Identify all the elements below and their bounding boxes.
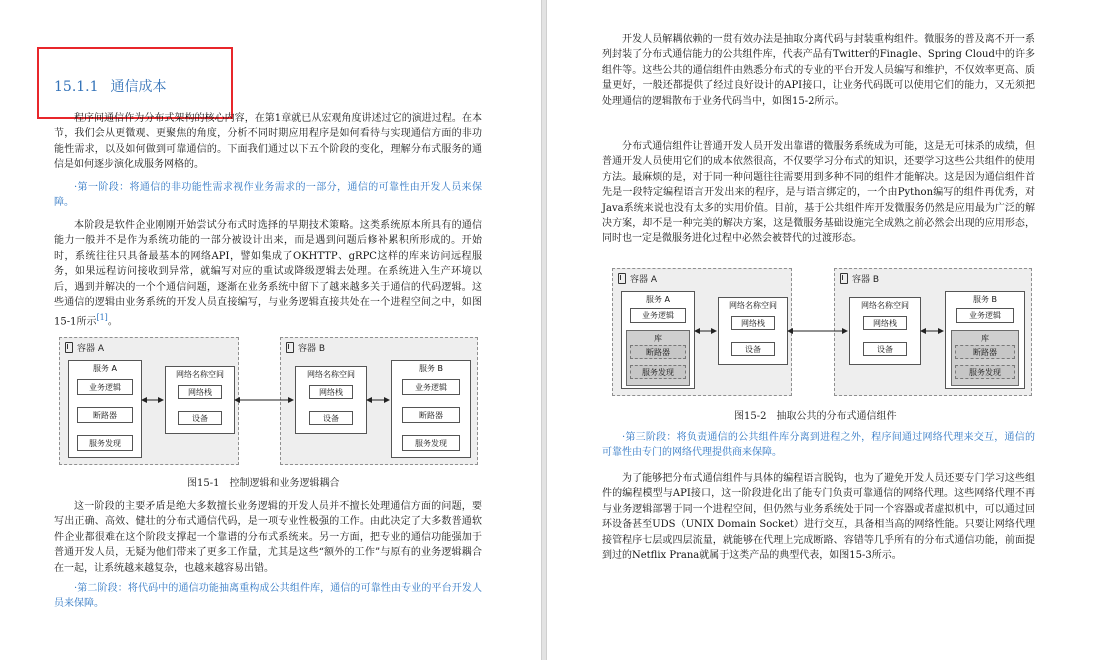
- net-namespace-b-label: 网络名称空间: [307, 370, 355, 379]
- figure-15-2-arrows: [612, 268, 1032, 396]
- left-page: [0, 0, 542, 660]
- section-title: 通信成本: [110, 79, 167, 95]
- net-stack-b: 网络栈: [309, 385, 353, 399]
- container-a-label: 容器 A: [77, 344, 105, 354]
- circuit-breaker-a: 断路器: [77, 407, 133, 423]
- net-stack-a-2: 网络栈: [731, 316, 775, 330]
- container-a-2-label: 容器 A: [630, 275, 658, 285]
- device-a-2: 设备: [731, 342, 775, 356]
- section-heading: [54, 76, 167, 96]
- net-stack-b-2: 网络栈: [863, 316, 907, 330]
- right-para-3: 为了能够把分布式通信组件与具体的编程语言脱钩，也为了避免开发人员还要专门学习这些组件的编程模型与API接口，这一阶段进化出了能专门负责可靠通信的网络代理。这些网络代理不再与业务逻辑部署于同一个进程空间，但仍然与业务系统处于同一个容器或者虚拟机中，可以通过回环设备甚至UDS（UNIX Domain Socket）进行交互，具备相当高的网络性能。只要让网络代理接管程序七层或四层流量，就能够在代理上完成断路、容错等几乎所有的分布式通信功能，前面提到过的Netflix Prana就属于这类产品的典型代表，如图15-3所示。: [602, 473, 1035, 562]
- service-a-2-label: 服务 A: [645, 295, 670, 304]
- service-b-2-label: 服务 B: [972, 295, 998, 304]
- figure-15-1: [59, 337, 478, 465]
- figure-15-1-caption: 图15-1 控制逻辑和业务逻辑耦合: [187, 478, 340, 489]
- right-para-1: 开发人员解耦依赖的一贯有效办法是抽取分离代码与封装重构组件。微服务的普及离不开一系列封装了分布式通信能力的公共组件库，代表产品有Twitter的Finagle、Spring Cloud中的许多组件等。这些公共的通信组件由熟悉分布式的专业的平台开发人员编写和维护，不仅效率更高、质量更好，一般还都提供了经过良好设计的API接口，让业务代码既可以使用它们的能力，又无须把处理通信的逻辑散布于业务代码当中，如图15-2所示。: [602, 34, 1035, 107]
- right-page: [546, 0, 1096, 660]
- service-b-label: 服务 B: [418, 364, 444, 373]
- container-b-label: 容器 B: [298, 344, 326, 354]
- service-discovery-a-2: 服务发现: [630, 365, 686, 379]
- right-para-2: 分布式通信组件让普通开发人员开发出靠谱的微服务系统成为可能，这是无可抹杀的成绩，但普通开发人员使用它们的成本依然很高，不仅要学习分布式的知识，还要学习这些公共组件的使用方法。最麻烦的是，对于同一种问题往往需要用到多种不同的组件才能解决。这是因为通信组件首先是一段特定编程语言开发出来的程序，是与语言绑定的，一个由Python编写的组件再优秀，对Java系统来说也没有太多的实用价值。目前，基于公共组件库开发微服务仍然是应用最为广泛的解决方案，却不是一种完美的解决方案，这是微服务基础设施完全成熟之前必然会出现的应用形态，同时也一定是微服务进化过程中必然会被替代的过渡形态。: [602, 141, 1035, 245]
- circuit-breaker-b-2: 断路器: [955, 345, 1015, 359]
- circuit-breaker-b: 断路器: [402, 407, 460, 423]
- business-logic-b-2: 业务逻辑: [956, 308, 1014, 323]
- container-b-2-label: 容器 B: [852, 275, 880, 285]
- device-b-2: 设备: [863, 342, 907, 356]
- intro-paragraph: 程序间通信作为分布式架构的核心内容，在第1章就已从宏观角度讲述过它的演进过程。在本节，我们会从更微观、更聚焦的角度，分析不同时期应用程序是如何看待与实现通信方面的非功能性需求，以及如何做到可靠通信的。下面我们通过以下五个阶段的变化，理解分布式服务的通信是如何逐步演化成服务网格的。: [54, 113, 482, 171]
- service-a-label: 服务 A: [92, 364, 117, 373]
- stage2-heading: ·第二阶段：将代码中的通信功能抽离重构成公共组件库，通信的可靠性由专业的平台开发人员来保障。: [54, 583, 482, 610]
- device-a: 设备: [178, 411, 222, 425]
- figure-15-1-arrows: [59, 337, 478, 465]
- figure-15-2-caption: 图15-2 抽取公共的分布式通信组件: [734, 411, 897, 422]
- footnote-ref[interactable]: [1]: [96, 313, 108, 323]
- net-namespace-a-label: 网络名称空间: [176, 370, 224, 379]
- business-logic-a-2: 业务逻辑: [630, 308, 686, 323]
- net-stack-a: 网络栈: [178, 385, 222, 399]
- service-discovery-a: 服务发现: [77, 435, 133, 451]
- device-b: 设备: [309, 411, 353, 425]
- business-logic-b: 业务逻辑: [402, 379, 460, 395]
- stage3-heading: ·第三阶段：将负责通信的公共组件库分离到进程之外，程序间通过网络代理来交互，通信的可靠性由专门的网络代理提供商来保障。: [602, 432, 1035, 459]
- net-namespace-b-2-label: 网络名称空间: [861, 301, 909, 310]
- figure-15-2: [612, 268, 1032, 396]
- circuit-breaker-a-2: 断路器: [630, 345, 686, 359]
- service-discovery-b: 服务发现: [402, 435, 460, 451]
- stage1-body-end: 。: [107, 316, 118, 328]
- library-a-label: 库: [654, 334, 662, 343]
- library-b-label: 库: [981, 334, 989, 343]
- stage1-after: 这一阶段的主要矛盾是绝大多数擅长业务逻辑的开发人员并不擅长处理通信方面的问题，要写出正确、高效、健壮的分布式通信代码，是一项专业性极强的工作。由此决定了大多数普通软件企业都很难在这个阶段支撑起一个靠谱的分布式系统来。另一方面，把专业的通信功能强加于普通开发人员，无疑为他们带来了更多工作量，尤其是这些“额外的工作”与原有的业务逻辑耦合在一起，让系统越来越复杂，也越来越容易出错。: [54, 501, 482, 574]
- section-number: 15.1.1: [54, 79, 99, 95]
- stage1-body: [54, 218, 482, 330]
- net-namespace-a-2-label: 网络名称空间: [729, 301, 777, 310]
- stage1-heading: ·第一阶段：将通信的非功能性需求视作业务需求的一部分，通信的可靠性由开发人员来保障。: [54, 182, 482, 209]
- stage1-body-text: 本阶段是软件企业刚刚开始尝试分布式时选择的早期技术策略。这类系统原本所具有的通信能力一般并不是作为系统功能的一部分被设计出来，而是遇到问题后修补累积所形成的。开始时，系统往往只具备最基本的网络API，譬如集成了OKHTTP、gRPC这样的库来访问远程服务，如果远程访问接收到异常，就编写对应的重试或降级逻辑去处理。在系统进入生产环境以后，遇到并解决的一个个通信问题，逐渐在业务系统中留下了越来越多关于通信的代码逻辑。这些通信的逻辑由业务系统的开发人员直接编写，与业务逻辑直接共处在一个进程空间之中，如图15-1所示: [54, 220, 482, 328]
- business-logic-a: 业务逻辑: [77, 379, 133, 395]
- service-discovery-b-2: 服务发现: [955, 365, 1015, 379]
